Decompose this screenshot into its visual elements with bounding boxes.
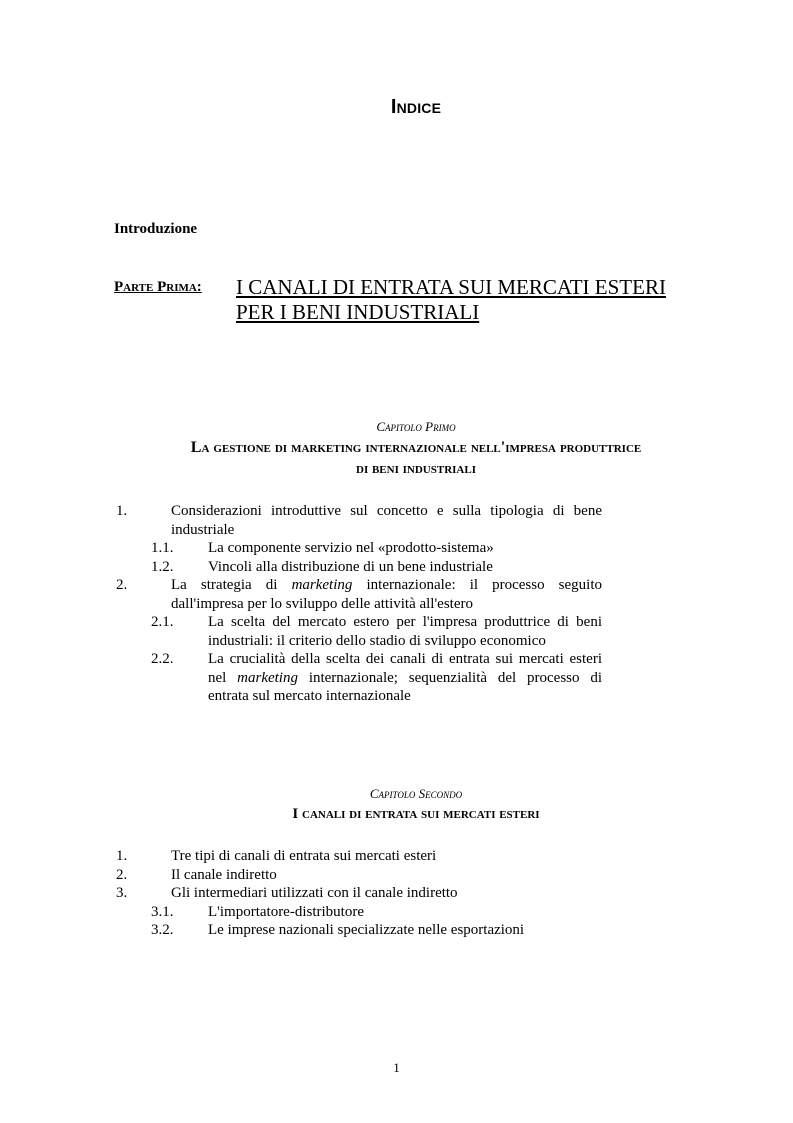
toc-item xyxy=(0,884,793,903)
toc-text-part: internazionale; sequenzialità del processo di entrata sul mercato internazionale xyxy=(208,669,602,704)
toc-item xyxy=(0,847,793,866)
toc-item xyxy=(0,650,793,706)
toc-item-number: 1.2. xyxy=(151,558,174,575)
chapter-1-toc xyxy=(0,502,793,706)
toc-item-text: Vincoli alla distribuzione di un bene industriale xyxy=(208,558,493,575)
toc-item-number: 3.1. xyxy=(151,903,174,920)
toc-text-part: internazionale: il processo seguito dall'impresa per lo sviluppo delle attività all'estero xyxy=(171,577,603,612)
toc-item xyxy=(0,613,793,650)
toc-text-italic: marketing xyxy=(291,577,353,593)
toc-item xyxy=(0,921,793,940)
chapter-1-title-line2: di beni industriali xyxy=(356,461,476,477)
toc-item-number: 3. xyxy=(116,885,128,901)
toc-item-number: 3.2. xyxy=(151,922,174,938)
toc-item-text: La componente servizio nel «prodotto-sistema» xyxy=(208,540,494,556)
chapter-1-label: Capitolo Primo xyxy=(376,419,456,434)
page-title: Indice xyxy=(390,96,442,118)
toc-item xyxy=(0,539,793,558)
chapter-2-toc xyxy=(0,847,793,940)
toc-item-text: L'importatore-distributore xyxy=(208,903,364,920)
toc-item-text: Le imprese nazionali specializzate nelle esportazioni xyxy=(208,922,525,938)
toc-item xyxy=(0,558,793,577)
toc-item-text: Tre tipi di canali di entrata sui mercati esteri xyxy=(171,848,437,864)
toc-item-number: 2.1. xyxy=(151,614,174,630)
introduction-heading: Introduzione xyxy=(114,221,198,237)
toc-item-text xyxy=(171,576,602,613)
toc-item-number: 2.2. xyxy=(151,651,174,667)
chapter-2-label: Capitolo Secondo xyxy=(369,786,463,801)
chapter-2-title: I canali di entrata sui mercati esteri xyxy=(292,806,540,822)
toc-item-text: Gli intermediari utilizzati con il canale indiretto xyxy=(171,885,458,901)
toc-item-number: 2. xyxy=(116,866,128,883)
toc-text-italic: marketing xyxy=(237,669,298,686)
page-number: 1 xyxy=(393,1060,400,1075)
chapter-1-title-line1: La gestione di marketing internazionale nell'impresa produttrice xyxy=(190,439,642,456)
toc-item-text: La scelta del mercato estero per l'impresa produttrice di beni industriali: il criterio dello stadio di sviluppo economico xyxy=(208,614,602,649)
toc-text-part: La crucialità della scelta dei canali di entrata sui mercati esteri nel xyxy=(208,651,602,686)
toc-item-text: Il canale indiretto xyxy=(171,866,277,883)
toc-text-part: La strategia di xyxy=(171,577,278,593)
toc-item xyxy=(0,866,793,885)
toc-item-number: 2. xyxy=(116,577,128,593)
toc-item xyxy=(0,576,793,613)
part-title-line2: PER I BENI INDUSTRIALI xyxy=(236,300,480,324)
toc-item-text xyxy=(208,650,602,706)
toc-item-number: 1. xyxy=(116,503,128,519)
toc-item-number: 1.1. xyxy=(151,540,174,556)
toc-item-number: 1. xyxy=(116,848,128,864)
toc-item-text: Considerazioni introduttive sul concetto e sulla tipologia di bene industriale xyxy=(171,503,602,538)
toc-item xyxy=(0,502,793,539)
part-title-line1: I CANALI DI ENTRATA SUI MERCATI ESTERI xyxy=(236,275,666,299)
part-label: Parte Prima: xyxy=(114,279,202,295)
toc-item xyxy=(0,903,793,922)
